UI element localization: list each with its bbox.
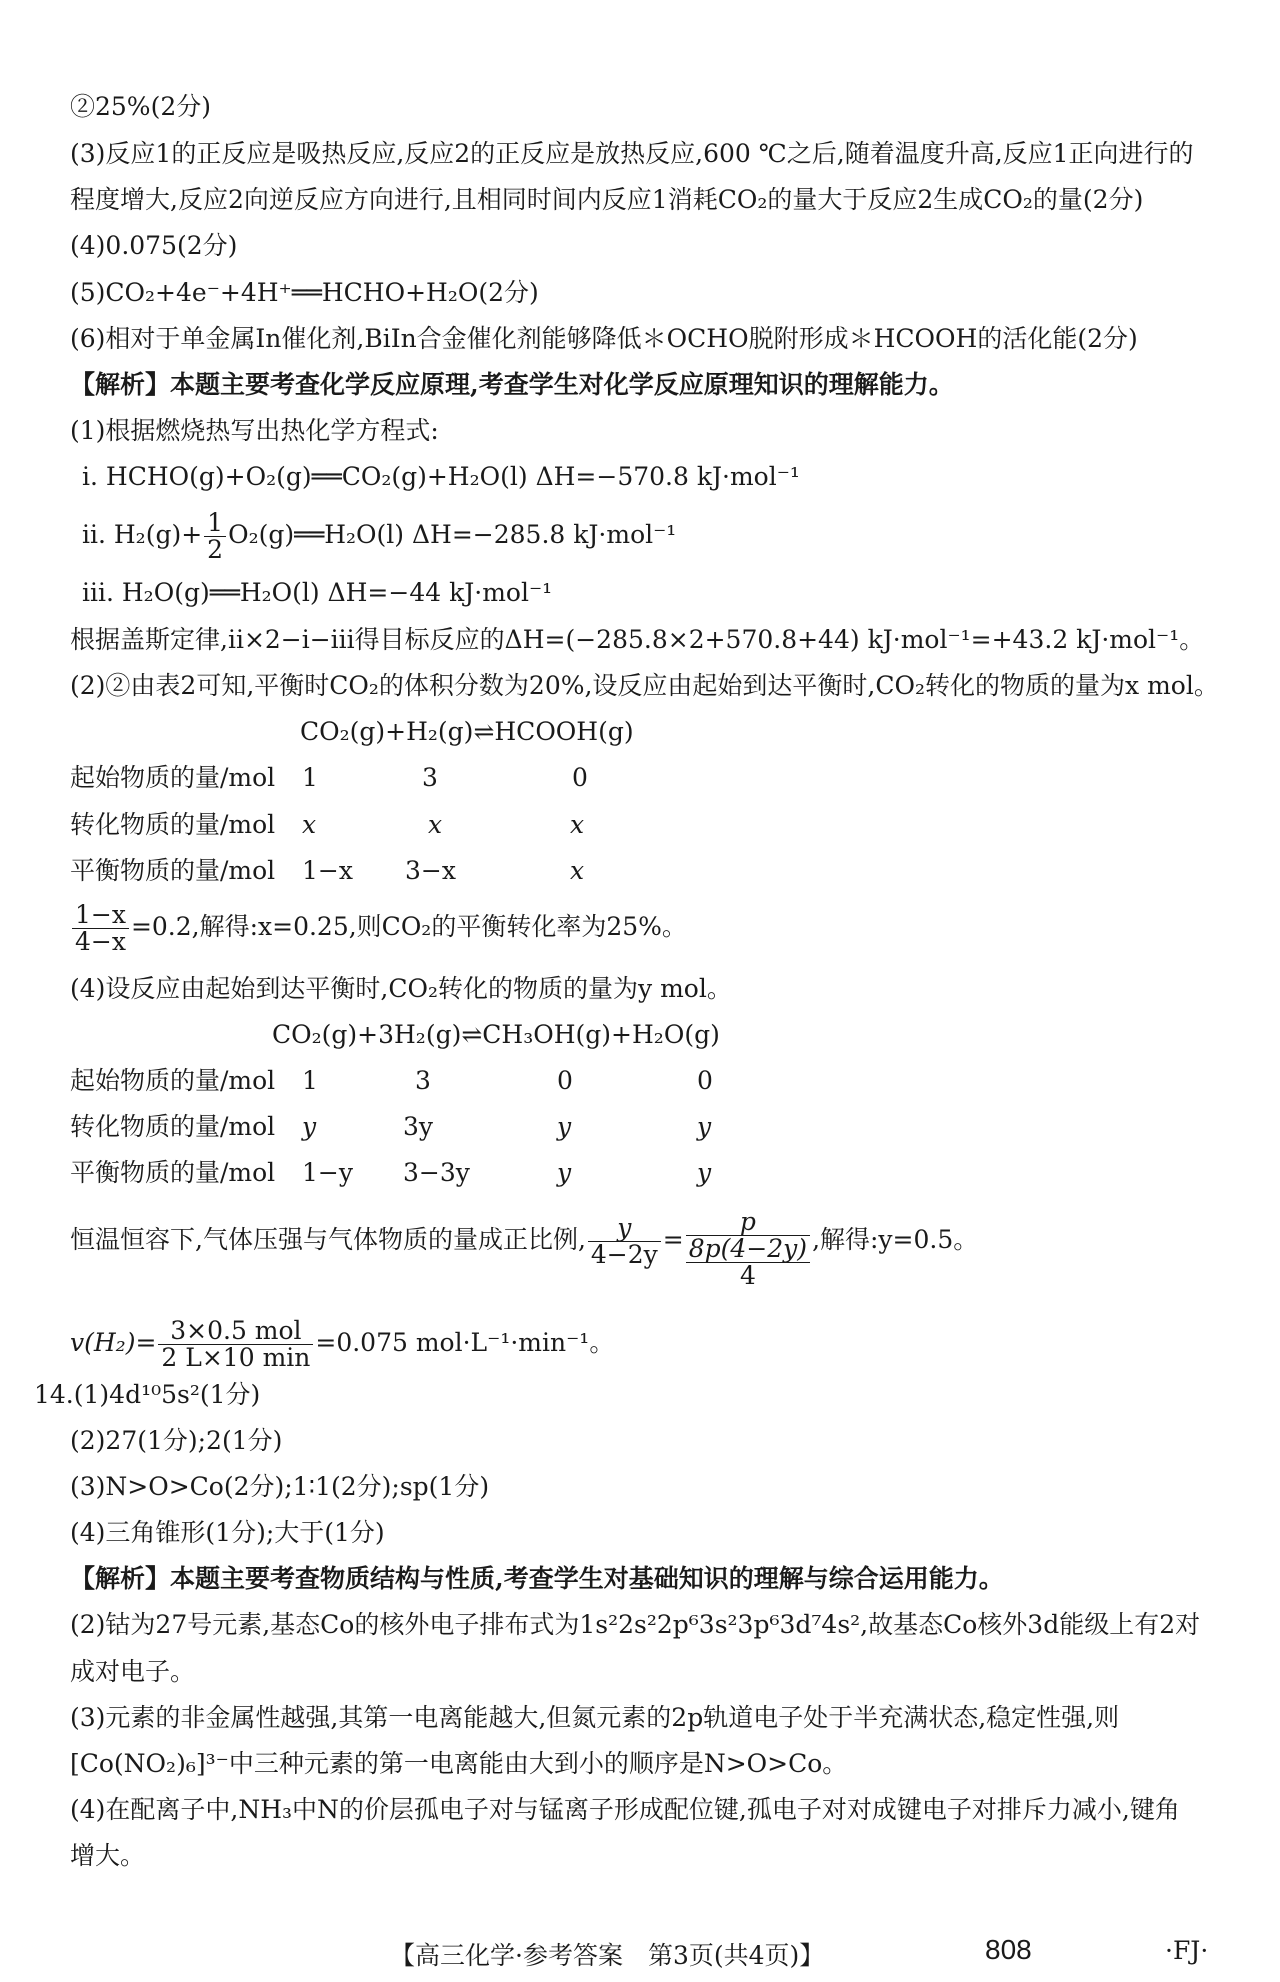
answer-line: 14.(1)4d¹⁰5s²(1分) [34, 1380, 261, 1409]
cell: x [570, 856, 585, 885]
row-label: 平衡物质的量/mol [70, 1158, 276, 1187]
fraction-conversion [72, 902, 129, 955]
answer-line: (3)N>O>Co(2分);1∶1(2分);sp(1分) [70, 1472, 490, 1501]
cell: y [697, 1112, 712, 1141]
fraction-right [686, 1209, 810, 1289]
analysis-line [70, 1207, 1240, 1290]
cell: 3y [403, 1112, 434, 1141]
cell: x [428, 810, 443, 839]
row-label: 起始物质的量/mol [70, 1066, 276, 1095]
answer-line: (5)CO₂+4e⁻+4H⁺══HCHO+H₂O(2分) [70, 278, 539, 307]
analysis-text: 恒温恒容下,气体压强与气体物质的量成正比例, [70, 1225, 586, 1254]
cell: 0 [572, 763, 588, 792]
fraction-rate [158, 1318, 313, 1371]
cell: 3 [422, 763, 438, 792]
cell: x [302, 810, 317, 839]
answer-line: (4)三角锥形(1分);大于(1分) [70, 1518, 385, 1547]
analysis-line [70, 902, 1240, 955]
analysis-line: (2)②由表2可知,平衡时CO₂的体积分数为20%,设反应由起始到达平衡时,CO₂转化的物质的量为x mol。 [70, 671, 1219, 700]
fraction-denominator-top: 8p(4−2y) [686, 1236, 810, 1263]
analysis-line: (4)在配离子中,NH₃中N的价层孤电子对与锰离子形成配位键,孤电子对对成键电子对排斥力减小,键角 [70, 1795, 1180, 1824]
cell: 1 [302, 763, 318, 792]
answer-line: (6)相对于单金属In催化剂,BiIn合金催化剂能够降低＊OCHO脱附形成＊HCOOH的活化能(2分) [70, 324, 1138, 353]
answer-line: ②25%(2分) [70, 92, 211, 121]
equation-line [82, 510, 1240, 563]
cell: y [557, 1112, 572, 1141]
analysis-line: 根据盖斯定律,ⅱ×2−ⅰ−ⅲ得目标反应的ΔH=(−285.8×2+570.8+44) kJ·mol⁻¹=+43.2 kJ·mol⁻¹。 [70, 625, 1205, 654]
fraction-half [204, 510, 226, 563]
fraction-denominator: 4−2y [590, 1240, 658, 1269]
row-label: 转化物质的量/mol [70, 810, 276, 839]
cell: 3−x [405, 856, 456, 885]
cell: 1−x [302, 856, 353, 885]
fraction-denominator: 2 [207, 535, 224, 564]
equation-line: ⅰ. HCHO(g)+O₂(g)══CO₂(g)+H₂O(l) ΔH=−570.8 kJ·mol⁻¹ [82, 462, 800, 491]
analysis-text: ,解得:y=0.5。 [812, 1225, 979, 1254]
fraction-denominator-bottom: 4 [739, 1261, 756, 1290]
analysis-heading: 【解析】本题主要考查化学反应原理,考查学生对化学反应原理知识的理解能力。 [70, 370, 954, 399]
answer-line: (4)0.075(2分) [70, 231, 238, 260]
fraction-denominator: 2 L×10 min [161, 1343, 311, 1372]
cell: y [697, 1158, 712, 1187]
equation-line: ⅲ. H₂O(g)══H₂O(l) ΔH=−44 kJ·mol⁻¹ [82, 578, 553, 607]
analysis-line: (4)设反应由起始到达平衡时,CO₂转化的物质的量为y mol。 [70, 974, 732, 1003]
analysis-line: 增大。 [70, 1841, 146, 1870]
analysis-line: 成对电子。 [70, 1657, 196, 1686]
fraction-numerator: 3×0.5 mol [158, 1318, 313, 1345]
cell: 3−3y [403, 1158, 470, 1187]
analysis-text: =0.2,解得:x=0.25,则CO₂的平衡转化率为25%。 [130, 912, 687, 941]
cell: 0 [697, 1066, 713, 1095]
fraction-denominator: 4−x [75, 927, 126, 956]
cell: 3 [415, 1066, 431, 1095]
answer-line: 程度增大,反应2向逆反应方向进行,且相同时间内反应1消耗CO₂的量大于反应2生成CO₂的量(2分) [70, 185, 1144, 214]
equals-sign: = [662, 1225, 684, 1254]
fraction-numerator: 1 [204, 510, 226, 537]
equation-part: O₂(g)══H₂O(l) ΔH=−285.8 kJ·mol⁻¹ [228, 520, 677, 549]
answer-line: (3)反应1的正反应是吸热反应,反应2的正反应是放热反应,600 ℃之后,随着温度升高,反应1正向进行的 [70, 139, 1194, 168]
fraction-numerator: y [588, 1215, 661, 1242]
page-footer [0, 1936, 1280, 1972]
fraction-numerator: p [686, 1209, 810, 1236]
row-label: 平衡物质的量/mol [70, 856, 276, 885]
equation-line: CO₂(g)+H₂(g)⇌HCOOH(g) [300, 717, 634, 746]
row-label: 转化物质的量/mol [70, 1112, 276, 1141]
analysis-line: (2)钴为27号元素,基态Co的核外电子排布式为1s²2s²2p⁶3s²3p⁶3d⁷4s²,故基态Co核外3d能级上有2对 [70, 1610, 1201, 1639]
analysis-line: (1)根据燃烧热写出热化学方程式: [70, 416, 439, 445]
equation-part: ⅱ. H₂(g)+ [82, 520, 203, 549]
cell: 1 [302, 1066, 318, 1095]
cell: x [570, 810, 585, 839]
equation-line: CO₂(g)+3H₂(g)⇌CH₃OH(g)+H₂O(g) [272, 1020, 720, 1049]
rate-label: v(H₂)= [70, 1328, 157, 1357]
cell: 1−y [302, 1158, 353, 1187]
fraction-numerator: 1−x [72, 902, 129, 929]
analysis-text: =0.075 mol·L⁻¹·min⁻¹。 [315, 1328, 615, 1357]
answer-line: (2)27(1分);2(1分) [70, 1426, 283, 1455]
row-label: 起始物质的量/mol [70, 763, 276, 792]
cell: y [557, 1158, 572, 1187]
footer-title: 【高三化学·参考答案 第3页(共4页)】 [390, 1941, 825, 1970]
cell: 0 [557, 1066, 573, 1095]
analysis-line: [Co(NO₂)₆]³⁻中三种元素的第一电离能由大到小的顺序是N>O>Co。 [70, 1749, 848, 1778]
cell: y [302, 1112, 317, 1141]
footer-code: 808 [985, 1934, 1032, 1965]
footer-tag: ·FJ· [1165, 1936, 1209, 1965]
analysis-heading: 【解析】本题主要考查物质结构与性质,考查学生对基础知识的理解与综合运用能力。 [70, 1564, 1004, 1593]
analysis-line [70, 1318, 1240, 1371]
fraction-left [588, 1215, 661, 1268]
analysis-line: (3)元素的非金属性越强,其第一电离能越大,但氮元素的2p轨道电子处于半充满状态,稳定性强,则 [70, 1703, 1120, 1732]
